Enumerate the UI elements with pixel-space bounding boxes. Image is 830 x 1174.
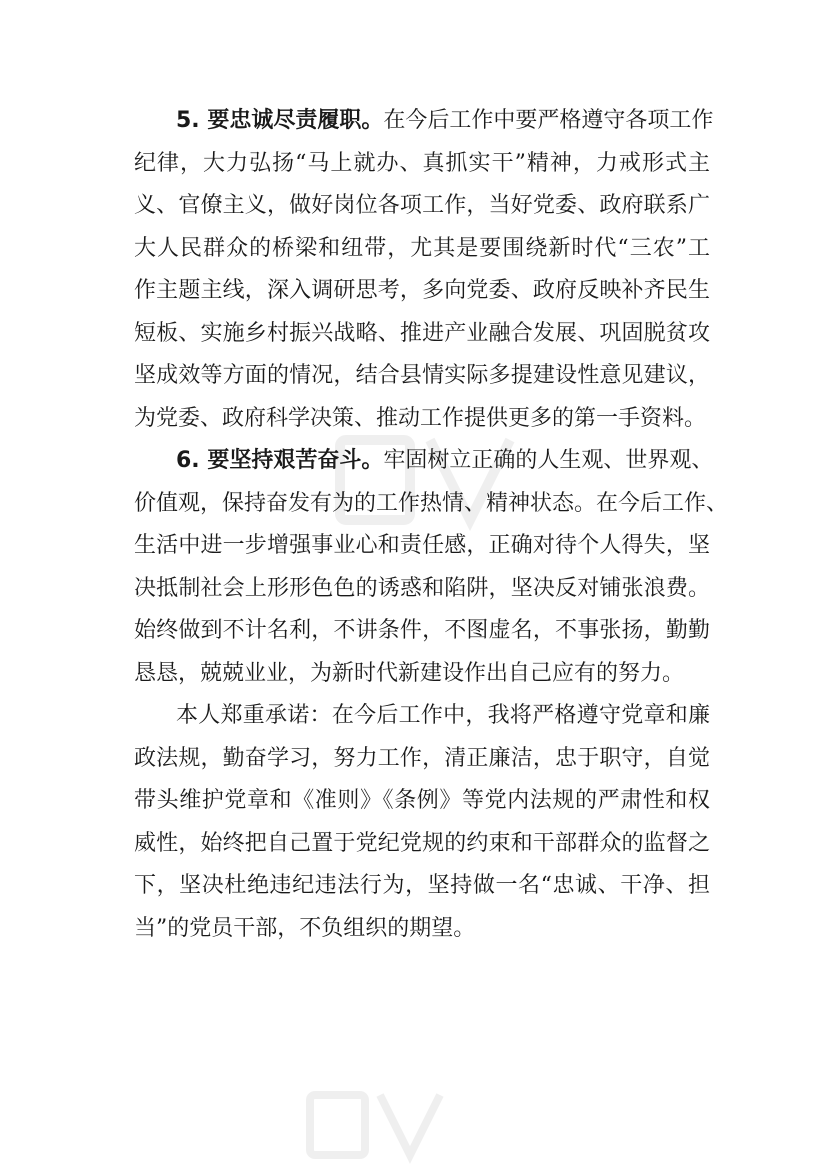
paragraph-6-line: 价值观，保持奋发有为的工作热情、精神状态。在今后工作、: [134, 490, 729, 516]
paragraph-5: [134, 100, 714, 440]
paragraph-5-text: 在今后工作中要严格遵守各项工作: [383, 108, 714, 133]
paragraph-5-line: 坚成效等方面的情况，结合县情实际多提建设性意见建议，: [134, 363, 710, 388]
paragraph-5-line: 义、官僚主义，做好岗位各项工作，当好党委、政府联系广: [134, 193, 710, 218]
pledge-line: 当”的党员干部，不负组织的期望。: [134, 915, 476, 941]
paragraph-6: [134, 440, 729, 695]
paragraph-5-line: 短板、实施乡村振兴战略、推进产业融合发展、巩固脱贫攻: [134, 320, 710, 346]
paragraph-6-line: 生活中进一步增强事业心和责任感，正确对待个人得失，坚: [134, 533, 710, 558]
paragraph-5-line: 作主题主线，深入调研思考，多向党委、政府反映补齐民生: [134, 278, 710, 303]
paragraph-6-line: 决抵制社会上形形色色的诱惑和陷阱，坚决反对铺张浪费。: [134, 575, 710, 601]
paragraph-6-heading: 6. 要坚持艰苦奋斗。: [176, 448, 384, 473]
pledge-line: 政法规，勤奋学习，努力工作，清正廉洁，忠于职守，自觉: [134, 745, 710, 771]
paragraph-5-line: 大人民群众的桥梁和纽带，尤其是要围绕新时代“三农”工: [134, 235, 710, 261]
paragraph-5-line: 为党委、政府科学决策、推动工作提供更多的第一手资料。: [134, 405, 707, 431]
document-body: [134, 100, 729, 950]
watermark-logo-bottom: [300, 1080, 460, 1170]
paragraph-6-line: 恳恳，兢兢业业，为新时代新建设作出自己应有的努力。: [134, 660, 685, 686]
paragraph-6-line: 始终做到不计名利，不讲条件，不图虚名，不事张扬，勤勤: [134, 618, 710, 643]
paragraph-6-text: 牢固树立正确的人生观、世界观、: [383, 448, 714, 473]
pledge-line: 下，坚决杜绝违纪违法行为，坚持做一名“忠诚、干净、担: [134, 873, 710, 898]
pledge-line: 本人郑重承诺：在今后工作中，我将严格遵守党章和廉: [176, 703, 710, 728]
paragraph-5-line: 纪律，大力弘扬“马上就办、真抓实干”精神，力戒形式主: [134, 150, 710, 176]
pledge-line: 带头维护党章和《准则》《条例》等党内法规的严肃性和权: [134, 788, 710, 813]
paragraph-5-heading: 5. 要忠诚尽责履职。: [176, 108, 384, 133]
paragraph-5-line-1: [134, 100, 714, 143]
paragraph-6-line-1: [134, 440, 714, 483]
pledge-line: 威性，始终把自己置于党纪党规的约束和干部群众的监督之: [134, 830, 710, 856]
pledge-paragraph: [134, 695, 710, 950]
